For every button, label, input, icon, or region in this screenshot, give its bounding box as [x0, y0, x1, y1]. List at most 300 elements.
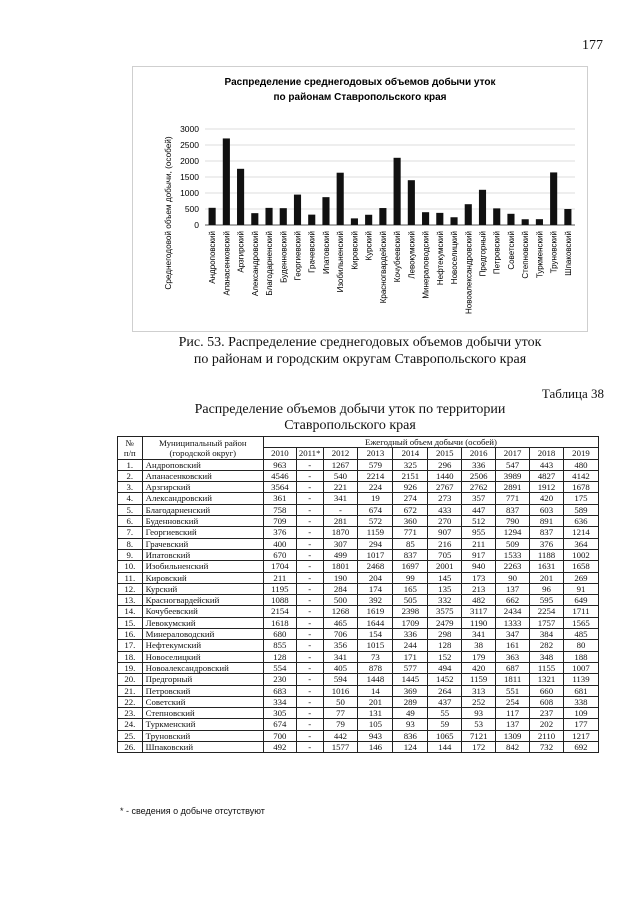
- harvest-value: -: [296, 572, 323, 583]
- harvest-value: -: [296, 629, 323, 640]
- harvest-value: 1268: [323, 606, 358, 617]
- table-row: [118, 516, 599, 527]
- harvest-value: 554: [263, 662, 296, 673]
- x-tick-label: Предгорный: [478, 231, 488, 277]
- row-number: 1.: [118, 459, 143, 470]
- harvest-value: 837: [496, 504, 530, 515]
- harvest-value: 124: [393, 742, 428, 753]
- region-name: Туркменский: [142, 719, 263, 730]
- harvest-value: 499: [323, 549, 358, 560]
- harvest-value: 1697: [393, 561, 428, 572]
- region-name: Советский: [142, 696, 263, 707]
- table-row: [118, 730, 599, 741]
- harvest-value: 683: [263, 685, 296, 696]
- harvest-value: 348: [530, 651, 564, 662]
- harvest-value: -: [296, 527, 323, 538]
- bar: [322, 197, 329, 225]
- y-tick-label: 1500: [180, 172, 199, 182]
- harvest-value: 165: [393, 583, 428, 594]
- harvest-value: 4827: [530, 470, 564, 481]
- region-name: Арзгирский: [142, 482, 263, 493]
- row-number: 15.: [118, 617, 143, 628]
- harvest-value: 244: [393, 640, 428, 651]
- table-row: [118, 629, 599, 640]
- region-name: Нефтекумский: [142, 640, 263, 651]
- harvest-value: 540: [323, 470, 358, 481]
- table-label: Таблица 38: [541, 386, 604, 401]
- figure-caption-line-1: Рис. 53. Распределение среднегодовых объемов добычи уток: [178, 335, 542, 350]
- x-tick-label: Новоалександровский: [464, 231, 474, 315]
- harvest-value: 270: [428, 516, 462, 527]
- harvest-value: 494: [428, 662, 462, 673]
- region-name: Труновский: [142, 730, 263, 741]
- harvest-value: 360: [393, 516, 428, 527]
- harvest-value: 433: [428, 504, 462, 515]
- harvest-value: 221: [323, 482, 358, 493]
- harvest-value: -: [296, 685, 323, 696]
- harvest-value: 771: [496, 493, 530, 504]
- table-row: [118, 493, 599, 504]
- harvest-value: 91: [563, 583, 598, 594]
- y-tick-label: 2000: [180, 156, 199, 166]
- harvest-value: 55: [428, 708, 462, 719]
- table-row: [118, 561, 599, 572]
- harvest-value: 336: [462, 459, 496, 470]
- region-name: Новоселицкий: [142, 651, 263, 662]
- harvest-value: 282: [530, 640, 564, 651]
- harvest-value: 1188: [530, 549, 564, 560]
- x-tick-label: Александровский: [250, 231, 260, 297]
- harvest-value: 891: [530, 516, 564, 527]
- header-year: 2017: [496, 448, 530, 459]
- x-tick-label: Советский: [506, 231, 516, 270]
- bar: [351, 218, 358, 225]
- x-tick-label: Нефтекумский: [435, 231, 445, 286]
- x-tick-label: Арзгирский: [236, 231, 246, 273]
- harvest-value: 1452: [428, 674, 462, 685]
- harvest-value: 674: [358, 504, 393, 515]
- harvest-value: 177: [563, 719, 598, 730]
- harvest-value: 594: [323, 674, 358, 685]
- harvest-value: 79: [323, 719, 358, 730]
- x-tick-label: Андроповский: [208, 231, 218, 284]
- table-row: [118, 595, 599, 606]
- harvest-value: 213: [462, 583, 496, 594]
- harvest-value: 105: [358, 719, 393, 730]
- harvest-value: 603: [530, 504, 564, 515]
- x-tick-label: Грачевский: [307, 231, 317, 273]
- x-tick-label: Ипатовский: [321, 231, 331, 274]
- harvest-value: 2110: [530, 730, 564, 741]
- harvest-value: 145: [428, 572, 462, 583]
- harvest-value: 2891: [496, 482, 530, 493]
- harvest-value: 2434: [496, 606, 530, 617]
- harvest-value: 2398: [393, 606, 428, 617]
- harvest-value: 109: [563, 708, 598, 719]
- region-name: Ипатовский: [142, 549, 263, 560]
- harvest-value: 347: [496, 629, 530, 640]
- harvest-value: 59: [428, 719, 462, 730]
- harvest-value: 175: [563, 493, 598, 504]
- harvest-value: 137: [496, 719, 530, 730]
- harvest-value: 943: [358, 730, 393, 741]
- table-row: [118, 572, 599, 583]
- row-number: 19.: [118, 662, 143, 673]
- y-tick-label: 3000: [180, 124, 199, 134]
- region-name: Благодарненский: [142, 504, 263, 515]
- harvest-value: 837: [393, 549, 428, 560]
- harvest-value: 758: [263, 504, 296, 515]
- harvest-value: 1015: [358, 640, 393, 651]
- header-region: Муниципальный район (городской округ): [142, 437, 263, 460]
- harvest-value: 269: [563, 572, 598, 583]
- harvest-value: 341: [462, 629, 496, 640]
- figure-caption-line-2: по районам и городским округам Ставропольского края: [193, 352, 527, 367]
- harvest-value: -: [296, 674, 323, 685]
- table-row: [118, 719, 599, 730]
- bar: [265, 208, 272, 225]
- harvest-value: 135: [428, 583, 462, 594]
- harvest-value: 670: [263, 549, 296, 560]
- harvest-value: 1159: [358, 527, 393, 538]
- row-number: 21.: [118, 685, 143, 696]
- harvest-value: -: [323, 504, 358, 515]
- row-number: 18.: [118, 651, 143, 662]
- harvest-value: 1565: [563, 617, 598, 628]
- x-tick-label: Георгиевский: [293, 231, 303, 281]
- harvest-value: 672: [393, 504, 428, 515]
- harvest-value: 1190: [462, 617, 496, 628]
- harvest-value: 3575: [428, 606, 462, 617]
- x-tick-label: Минераловодский: [421, 231, 431, 299]
- bar: [379, 208, 386, 225]
- harvest-value: 500: [323, 595, 358, 606]
- header-year: 2018: [530, 448, 564, 459]
- x-tick-label: Петровский: [492, 231, 502, 275]
- harvest-value: 1155: [530, 662, 564, 673]
- row-number: 14.: [118, 606, 143, 617]
- harvest-value: 294: [358, 538, 393, 549]
- row-number: 10.: [118, 561, 143, 572]
- harvest-value: 1217: [563, 730, 598, 741]
- harvest-value: 1618: [263, 617, 296, 628]
- harvest-value: 1533: [496, 549, 530, 560]
- harvest-value: 19: [358, 493, 393, 504]
- region-name: Степновский: [142, 708, 263, 719]
- x-tick-label: Кочубеевский: [393, 231, 403, 283]
- harvest-value: 2468: [358, 561, 393, 572]
- table-row: [118, 527, 599, 538]
- header-year: 2012: [323, 448, 358, 459]
- harvest-value: 572: [358, 516, 393, 527]
- harvest-value: 1309: [496, 730, 530, 741]
- harvest-value: 341: [323, 651, 358, 662]
- harvest-value: 917: [462, 549, 496, 560]
- harvest-value: 174: [358, 583, 393, 594]
- harvest-value: 1631: [530, 561, 564, 572]
- harvest-value: 907: [428, 527, 462, 538]
- harvest-value: 99: [393, 572, 428, 583]
- harvest-value: 732: [530, 742, 564, 753]
- bar: [223, 138, 230, 225]
- harvest-value: 512: [462, 516, 496, 527]
- harvest-value: 551: [496, 685, 530, 696]
- harvest-value: 842: [496, 742, 530, 753]
- region-name: Грачевский: [142, 538, 263, 549]
- harvest-value: 53: [462, 719, 496, 730]
- page-number: 177: [582, 38, 603, 53]
- harvest-value: 7121: [462, 730, 496, 741]
- harvest-value: 171: [393, 651, 428, 662]
- table-row: [118, 742, 599, 753]
- harvest-value: 505: [393, 595, 428, 606]
- harvest-value: -: [296, 730, 323, 741]
- harvest-value: 252: [462, 696, 496, 707]
- harvest-value: 480: [563, 459, 598, 470]
- header-year: 2019: [563, 448, 598, 459]
- harvest-value: 188: [563, 651, 598, 662]
- bar: [251, 213, 258, 225]
- harvest-value: 595: [530, 595, 564, 606]
- header-year: 2014: [393, 448, 428, 459]
- bar-chart: [133, 67, 587, 331]
- x-tick-label: Труновский: [549, 231, 559, 274]
- harvest-value: 224: [358, 482, 393, 493]
- harvest-value: 3564: [263, 482, 296, 493]
- harvest-value: 190: [323, 572, 358, 583]
- y-tick-label: 1000: [180, 188, 199, 198]
- harvest-value: 680: [263, 629, 296, 640]
- table-row: [118, 504, 599, 515]
- region-name: Красногвардейский: [142, 595, 263, 606]
- harvest-value: 674: [263, 719, 296, 730]
- harvest-value: 492: [263, 742, 296, 753]
- region-name: Кировский: [142, 572, 263, 583]
- region-name: Апанасенковский: [142, 470, 263, 481]
- harvest-value: 447: [462, 504, 496, 515]
- bar: [408, 180, 415, 225]
- harvest-value: 1267: [323, 459, 358, 470]
- bar: [507, 214, 514, 225]
- harvest-value: 2263: [496, 561, 530, 572]
- region-name: Георгиевский: [142, 527, 263, 538]
- harvest-value: -: [296, 538, 323, 549]
- harvest-value: 709: [263, 516, 296, 527]
- bar: [294, 195, 301, 225]
- header-year: 2016: [462, 448, 496, 459]
- bar: [550, 172, 557, 225]
- harvest-value: 298: [428, 629, 462, 640]
- bar: [522, 219, 529, 225]
- harvest-value: 325: [393, 459, 428, 470]
- harvest-value: 254: [496, 696, 530, 707]
- row-number: 7.: [118, 527, 143, 538]
- harvest-value: 289: [393, 696, 428, 707]
- x-tick-label: Благодарненский: [265, 231, 275, 296]
- x-tick-label: Изобильненский: [336, 231, 346, 293]
- harvest-value: 1757: [530, 617, 564, 628]
- harvest-value: 589: [563, 504, 598, 515]
- harvest-value: 2214: [358, 470, 393, 481]
- header-year: 2013: [358, 448, 393, 459]
- region-name: Левокумский: [142, 617, 263, 628]
- region-name: Предгорный: [142, 674, 263, 685]
- x-tick-label: Кировский: [350, 231, 360, 270]
- harvest-value: 662: [496, 595, 530, 606]
- harvest-value: 216: [428, 538, 462, 549]
- harvest-value: 154: [358, 629, 393, 640]
- harvest-value: -: [296, 708, 323, 719]
- harvest-value: 1139: [563, 674, 598, 685]
- bar: [465, 204, 472, 225]
- harvest-value: 1658: [563, 561, 598, 572]
- y-axis-label: Среднегодовой объем добычи, (особей): [164, 136, 173, 290]
- harvest-value: -: [296, 561, 323, 572]
- bar: [479, 190, 486, 225]
- harvest-value: 442: [323, 730, 358, 741]
- x-tick-label: Буденновский: [279, 231, 289, 283]
- harvest-value: 296: [428, 459, 462, 470]
- row-number: 2.: [118, 470, 143, 481]
- harvest-value: 357: [462, 493, 496, 504]
- harvest-value: 361: [263, 493, 296, 504]
- harvest-value: 660: [530, 685, 564, 696]
- harvest-value: -: [296, 549, 323, 560]
- harvest-value: -: [296, 493, 323, 504]
- row-number: 24.: [118, 719, 143, 730]
- x-tick-label: Новоселицкий: [450, 231, 460, 285]
- harvest-value: 1017: [358, 549, 393, 560]
- row-number: 22.: [118, 696, 143, 707]
- harvest-value: 1294: [496, 527, 530, 538]
- bar: [536, 219, 543, 225]
- harvest-value: 692: [563, 742, 598, 753]
- y-tick-label: 2500: [180, 140, 199, 150]
- harvest-value: 400: [263, 538, 296, 549]
- harvest-value: 771: [393, 527, 428, 538]
- harvest-value: -: [296, 595, 323, 606]
- row-number: 16.: [118, 629, 143, 640]
- table-row: [118, 674, 599, 685]
- table-title-line-2: Ставропольского края: [284, 418, 416, 433]
- harvest-value: 274: [393, 493, 428, 504]
- harvest-value: 1440: [428, 470, 462, 481]
- row-number: 12.: [118, 583, 143, 594]
- harvest-value: 1214: [563, 527, 598, 538]
- harvest-value: 364: [563, 538, 598, 549]
- header-annual-harvest: Ежегодный объем добычи (особей): [263, 437, 598, 448]
- table-title-line-1: Распределение объемов добычи уток по территории: [194, 402, 506, 417]
- harvest-value: 3989: [496, 470, 530, 481]
- harvest-value: -: [296, 640, 323, 651]
- harvest-value: 687: [496, 662, 530, 673]
- table-row: [118, 696, 599, 707]
- region-name: Изобильненский: [142, 561, 263, 572]
- x-tick-label: Туркменский: [535, 231, 545, 279]
- region-name: Шпаковский: [142, 742, 263, 753]
- harvest-value: 264: [428, 685, 462, 696]
- harvest-value: 93: [462, 708, 496, 719]
- harvest-value: 547: [496, 459, 530, 470]
- harvest-value: 392: [358, 595, 393, 606]
- row-number: 8.: [118, 538, 143, 549]
- x-tick-label: Апанасенковский: [222, 231, 232, 296]
- harvest-value: 173: [462, 572, 496, 583]
- table-row: [118, 651, 599, 662]
- harvest-value: -: [296, 696, 323, 707]
- harvest-value: 1711: [563, 606, 598, 617]
- harvest-value: 336: [393, 629, 428, 640]
- x-tick-label: Красногвардейский: [378, 231, 388, 304]
- harvest-value: 338: [563, 696, 598, 707]
- harvest-value: 73: [358, 651, 393, 662]
- harvest-value: 363: [496, 651, 530, 662]
- harvest-value: 50: [323, 696, 358, 707]
- x-tick-label: Курский: [364, 231, 374, 261]
- table-row: [118, 470, 599, 481]
- harvest-value: 146: [358, 742, 393, 753]
- row-number: 13.: [118, 595, 143, 606]
- row-number: 3.: [118, 482, 143, 493]
- harvest-value: 855: [263, 640, 296, 651]
- header-year: 2015: [428, 448, 462, 459]
- harvest-value: 117: [496, 708, 530, 719]
- harvest-value: 1709: [393, 617, 428, 628]
- harvest-value: 179: [462, 651, 496, 662]
- row-number: 9.: [118, 549, 143, 560]
- harvest-value: 1445: [393, 674, 428, 685]
- bar: [308, 215, 315, 225]
- bar: [493, 208, 500, 225]
- harvest-value: 579: [358, 459, 393, 470]
- harvest-value: 201: [530, 572, 564, 583]
- table-title: [110, 402, 590, 434]
- harvest-value: 2154: [263, 606, 296, 617]
- harvest-value: 211: [263, 572, 296, 583]
- harvest-value: 1159: [462, 674, 496, 685]
- table-row: [118, 606, 599, 617]
- harvest-value: -: [296, 504, 323, 515]
- header-number: № п/п: [118, 437, 143, 460]
- harvest-value: 128: [263, 651, 296, 662]
- harvest-value: 356: [323, 640, 358, 651]
- harvest-value: 1088: [263, 595, 296, 606]
- region-name: Новоалександровский: [142, 662, 263, 673]
- harvest-value: 384: [530, 629, 564, 640]
- harvest-value: 38: [462, 640, 496, 651]
- x-tick-label: Левокумский: [407, 231, 417, 279]
- table-row: [118, 583, 599, 594]
- region-name: Андроповский: [142, 459, 263, 470]
- harvest-value: 577: [393, 662, 428, 673]
- harvest-value: 443: [530, 459, 564, 470]
- harvest-value: 482: [462, 595, 496, 606]
- harvest-value: 332: [428, 595, 462, 606]
- bar: [237, 169, 244, 225]
- bar: [394, 158, 401, 225]
- table-row: [118, 482, 599, 493]
- harvest-value: 608: [530, 696, 564, 707]
- harvest-value: 230: [263, 674, 296, 685]
- harvest-value: -: [296, 617, 323, 628]
- harvest-value: 211: [462, 538, 496, 549]
- harvest-value: 1002: [563, 549, 598, 560]
- harvest-value: 681: [563, 685, 598, 696]
- harvest-value: 1016: [323, 685, 358, 696]
- row-number: 11.: [118, 572, 143, 583]
- harvest-value: 341: [323, 493, 358, 504]
- harvest-value: 649: [563, 595, 598, 606]
